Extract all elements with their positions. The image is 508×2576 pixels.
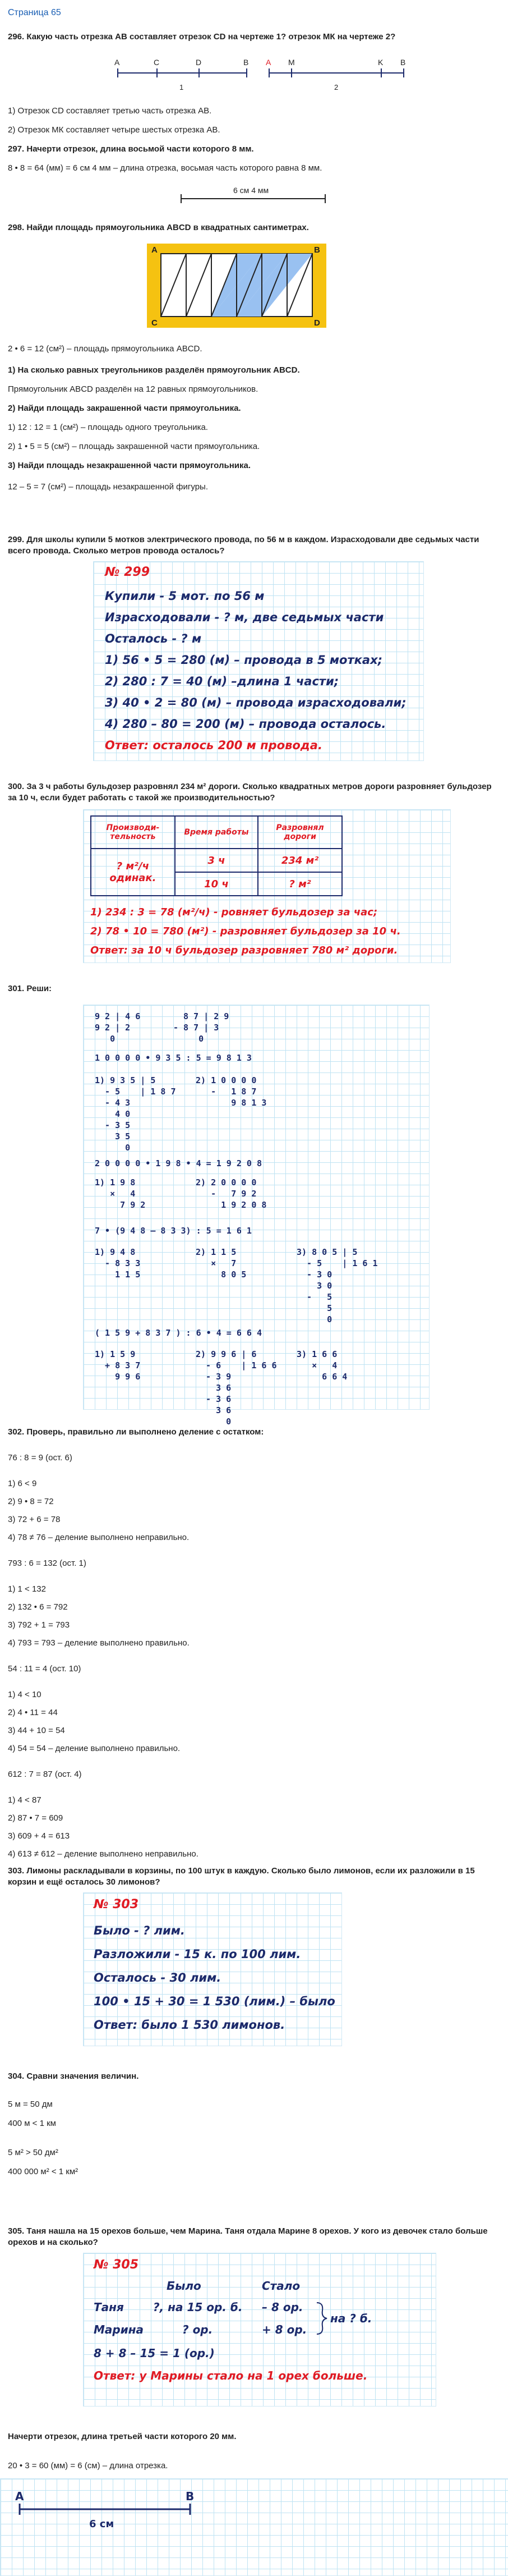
task-302-line: 1) 4 < 10 — [8, 1690, 41, 1699]
task-302-line: 3) 72 + 6 = 78 — [8, 1515, 61, 1524]
task-303-question: 303. Лимоны раскладывали в корзины, по 100 штук в каждую. Сколько было лимонов, если их разложили в 15 корзин и ещё осталось 30 лимонов? — [8, 1866, 475, 1887]
calc-r9b — [196, 1349, 277, 1427]
calc-line: 3 0 — [297, 1281, 332, 1291]
calc-line: 1) 1 5 9 — [95, 1349, 136, 1359]
calc-line: 9 8 1 3 — [196, 1098, 267, 1108]
calc-r9a — [95, 1349, 140, 1382]
calc-line: 5 — [297, 1303, 332, 1313]
hw-299-lines — [105, 585, 419, 756]
rectangle-abcd-figure — [147, 244, 326, 328]
segment-extra — [1, 2479, 508, 2575]
task-298-question: 298. Найди площадь прямоугольника ABCD в квадратных сантиметрах. — [8, 223, 309, 232]
task-302-line: 2) 87 • 7 = 609 — [8, 1813, 63, 1823]
calc-line: 2) 2 0 0 0 0 — [196, 1177, 257, 1188]
calc-line: 0 — [173, 1034, 204, 1044]
hw-303-line: Разложили - 15 к. по 100 лим. — [94, 1947, 301, 1961]
label-d: D — [196, 58, 202, 67]
calc-line: 8 0 5 — [196, 1269, 247, 1280]
calc-r2: 1 0 0 0 0 • 9 3 5 : 5 = 9 8 1 3 — [95, 1053, 252, 1063]
hw-299-line: 2) 280 : 7 = 40 (м) –длина 1 части; — [105, 675, 339, 688]
calc-line: × 7 — [196, 1258, 237, 1268]
label-m: M — [288, 58, 295, 67]
hw-305-row-marina: Марина — [94, 2323, 144, 2336]
hw-303-title: № 303 — [94, 1897, 139, 1912]
task-299-question: 299. Для школы купили 5 мотков электрического провода, по 56 м в каждом. Израсходовали две седьмых части всего провода. Сколько метров провода осталось? — [8, 535, 479, 556]
calc-line: 3 6 — [196, 1383, 232, 1393]
task-302-line: 4) 613 ≠ 612 – деление выполнено неправильно. — [8, 1849, 198, 1859]
task-302-line: 1) 6 < 9 — [8, 1479, 37, 1488]
task-298-line: 2 • 6 = 12 (см²) – площадь прямоугольника ABCD. — [8, 344, 202, 354]
calc-line: 1) 9 3 5 | 5 — [95, 1075, 156, 1085]
hw-305-was-tanya: ?, на 15 ор. б. — [153, 2300, 243, 2314]
notebook-300 — [83, 809, 451, 963]
col-area: Разровнял дороги — [258, 816, 342, 849]
task-300-solution-line: 1) 234 : 3 = 78 (м²/ч) - ровняет бульдозер за час; — [90, 906, 378, 918]
calc-line: 0 — [95, 1143, 131, 1153]
calc-r5a — [95, 1177, 145, 1211]
task-302-line: 54 : 11 = 4 (ост. 10) — [8, 1664, 81, 1674]
calc-line: 9 2 | 2 — [95, 1023, 131, 1033]
calc-line: 8 7 | 2 9 — [173, 1011, 229, 1021]
cell-area-1: 234 м² — [258, 849, 342, 872]
task-300-solution-line: Ответ: за 10 ч бульдозер разровняет 780 м² дороги. — [90, 945, 398, 956]
task-300-solution-line: 2) 78 • 10 = 780 (м²) - разровняет бульдозер за 10 ч. — [90, 925, 401, 937]
task-297-answer: 8 • 8 = 64 (мм) = 6 см 4 мм – длина отрезка, восьмая часть которого равна 8 мм. — [8, 163, 322, 173]
calc-line: 0 — [95, 1034, 116, 1044]
calc-line: - 7 9 2 — [196, 1189, 257, 1199]
calc-line: - 8 3 3 — [95, 1258, 141, 1268]
hw-305-diff: на ? б. — [330, 2312, 372, 2325]
task-296-answer-1: 1) Отрезок CD составляет третью часть отрезка AB. — [8, 106, 212, 116]
calc-line: - 5 | 1 8 7 — [95, 1087, 176, 1097]
calc-line: - 3 9 — [196, 1372, 232, 1382]
task-300-solution — [90, 903, 449, 960]
notebook-extra — [0, 2478, 508, 2576]
calc-line: - 3 6 — [196, 1394, 232, 1404]
calc-line: 4 0 — [95, 1109, 131, 1119]
task-302-line: 4) 78 ≠ 76 – деление выполнено неправильно. — [8, 1533, 190, 1542]
extra-label-a: A — [15, 2490, 24, 2503]
hw-299-line: 1) 56 • 5 = 280 (м) – провода в 5 мотках; — [105, 653, 383, 667]
task-304-line: 400 м < 1 км — [8, 2119, 56, 2128]
cell-productivity: ? м²/ч одинак. — [91, 849, 175, 896]
task-297-question: 297. Начерти отрезок, длина восьмой части которого 8 мм. — [8, 144, 254, 154]
label-k: K — [378, 58, 384, 67]
label-a1: A — [114, 58, 120, 67]
hw-299-line: 4) 280 – 80 = 200 (м) – провода осталось. — [105, 717, 386, 731]
task-302-line: 793 : 6 = 132 (ост. 1) — [8, 1559, 86, 1568]
extra-label-b: B — [186, 2490, 195, 2503]
hw-305-row-tanya: Таня — [94, 2300, 124, 2314]
calc-r3b — [196, 1075, 266, 1108]
col-productivity: Производительность — [91, 816, 175, 849]
table-300 — [90, 815, 343, 896]
hw-299-line: Осталось - ? м — [105, 632, 202, 645]
calc-line: 3) 1 6 6 — [297, 1349, 338, 1359]
calc-r7b — [196, 1246, 246, 1280]
notebook-303 — [83, 1892, 342, 2046]
label-b2: B — [400, 58, 406, 67]
cell-time-1: 3 ч — [175, 849, 258, 872]
task-298-line: 3) Найди площадь незакрашенной части прямоугольника. — [8, 461, 251, 470]
page-link[interactable]: Страница 65 — [8, 8, 61, 17]
task-302-line: 3) 609 + 4 = 613 — [8, 1831, 70, 1841]
task-302-line: 612 : 7 = 87 (ост. 4) — [8, 1770, 82, 1779]
label-a2: A — [266, 58, 271, 67]
hw-305-col-became: Стало — [262, 2279, 301, 2293]
task-302-line: 3) 792 + 1 = 793 — [8, 1620, 70, 1630]
task-304-line: 5 м = 50 дм — [8, 2100, 53, 2109]
cell-time-2: 10 ч — [175, 872, 258, 896]
calc-line: - 8 7 | 3 — [173, 1023, 219, 1033]
calc-line: 3) 8 0 5 | 5 — [297, 1247, 358, 1257]
task-302-line: 4) 793 = 793 – деление выполнено правильно. — [8, 1638, 190, 1648]
notebook-305 — [83, 2253, 436, 2407]
task-298-line: 1) На сколько равных треугольников разделён прямоугольник ABCD. — [8, 365, 300, 375]
task-302-line: 3) 44 + 10 = 54 — [8, 1726, 65, 1735]
hw-305-answer: Ответ: у Марины стало на 1 орех больше. — [94, 2369, 368, 2382]
calc-line: 1) 9 4 8 — [95, 1247, 136, 1257]
calc-line: 6 6 4 — [297, 1372, 348, 1382]
hw-303-lines — [94, 1919, 340, 2037]
hw-305-became-marina: + 8 ор. — [262, 2323, 307, 2336]
hw-299-line: Ответ: осталось 200 м провода. — [105, 739, 322, 752]
calc-line: - 5 — [297, 1292, 332, 1302]
task-298-line: Прямоугольник ABCD разделён на 12 равных прямоугольников. — [8, 384, 258, 394]
task-298-line: 2) 1 • 5 = 5 (см²) – площадь закрашенной части прямоугольника. — [8, 442, 260, 451]
calc-line: 2) 1 1 5 — [196, 1247, 237, 1257]
calc-r3a — [95, 1075, 176, 1153]
task-298-line: 12 – 5 = 7 (см²) – площадь незакрашенной фигуры. — [8, 482, 208, 492]
calc-r8: ( 1 5 9 + 8 3 7 ) : 6 • 4 = 6 6 4 — [95, 1328, 262, 1338]
calc-line: × 4 — [95, 1189, 136, 1199]
calc-r9c — [297, 1349, 347, 1382]
task-304-line: 400 000 м² < 1 км² — [8, 2167, 78, 2176]
label-b1: B — [243, 58, 249, 67]
label-c: C — [154, 58, 160, 67]
calc-r5b — [196, 1177, 266, 1211]
hw-305-col-was: Было — [167, 2279, 201, 2293]
calc-line: - 5 | 1 6 1 — [297, 1258, 378, 1268]
calc-line: × 4 — [297, 1360, 338, 1370]
hw-305-became-tanya: – 8 ор. — [262, 2300, 303, 2314]
task-300-question: 300. За 3 ч работы бульдозер разровнял 234 м² дороги. Сколько квадратных метров дороги разровняет бульдозер за 10 ч, если будет работать с такой же производительностью? — [8, 782, 492, 803]
task-302-line: 2) 9 • 8 = 72 — [8, 1497, 54, 1506]
calc-line: 2) 9 9 6 | 6 — [196, 1349, 257, 1359]
figure-number-1: 1 — [179, 83, 184, 91]
calc-line: 2) 1 0 0 0 0 — [196, 1075, 257, 1085]
hw-305-calc: 8 + 8 – 15 = 1 (ор.) — [94, 2346, 215, 2360]
calc-line: 3 6 — [196, 1405, 232, 1415]
hw-303-line: Осталось - 30 лим. — [94, 1971, 221, 1984]
extra-question: Начерти отрезок, длина третьей части которого 20 мм. — [8, 2432, 237, 2441]
extra-answer: 20 • 3 = 60 (мм) = 6 (см) – длина отрезка. — [8, 2461, 168, 2470]
hw-299-line: 3) 40 • 2 = 80 (м) – провода израсходовали; — [105, 696, 407, 709]
col-time: Время работы — [175, 816, 258, 849]
calc-line: + 8 3 7 — [95, 1360, 141, 1370]
segments-figure-296 — [107, 56, 409, 95]
calc-line: - 3 0 — [297, 1269, 332, 1280]
hw-305-title: № 305 — [94, 2258, 139, 2272]
corner-a: A — [151, 245, 158, 255]
figure-number-2: 2 — [334, 83, 339, 91]
task-298-line: 1) 12 : 12 = 1 (см²) – площадь одного треугольника. — [8, 423, 208, 432]
calc-line: - 4 3 — [95, 1098, 131, 1108]
task-302-line: 2) 4 • 11 = 44 — [8, 1708, 58, 1717]
calc-r4: 2 0 0 0 0 • 1 9 8 • 4 = 1 9 2 0 8 — [95, 1158, 262, 1168]
hw-299-line: Израсходовали - ? м, две седьмых части — [105, 611, 384, 624]
task-304-line: 304. Сравни значения величин. — [8, 2071, 139, 2081]
task-296-answer-2: 2) Отрезок МК составляет четыре шестых отрезка AB. — [8, 125, 220, 135]
calc-r1b — [173, 1011, 229, 1044]
hw-299-line: Купили - 5 мот. по 56 м — [105, 589, 265, 603]
calc-line: 1 1 5 — [95, 1269, 141, 1280]
calc-line: - 3 5 — [95, 1120, 131, 1130]
hw-299-title: № 299 — [105, 565, 150, 579]
calc-line: 1) 1 9 8 — [95, 1177, 136, 1188]
calc-line: - 1 8 7 — [196, 1087, 257, 1097]
task-298-line: 2) Найди площадь закрашенной части прямоугольника. — [8, 404, 241, 413]
task-302-line: 1) 4 < 87 — [8, 1795, 41, 1805]
calc-line: 0 — [297, 1314, 332, 1324]
task-296-question: 296. Какую часть отрезка АВ составляет отрезок CD на чертеже 1? отрезок МК на чертеже 2? — [8, 32, 396, 42]
calc-line: 9 9 6 — [95, 1372, 141, 1382]
hw-303-line: Ответ: было 1 530 лимонов. — [94, 2018, 285, 2032]
segment-297-label: 6 см 4 мм — [233, 186, 269, 195]
calc-line: 3 5 — [95, 1131, 131, 1142]
calc-r1a — [95, 1011, 140, 1044]
extra-segment-length: 6 см — [89, 2518, 114, 2530]
hw-305-was-marina: ? ор. — [182, 2323, 213, 2336]
calc-line: 0 — [196, 1417, 232, 1427]
corner-c: C — [151, 318, 158, 328]
task-302-line: 76 : 8 = 9 (ост. 6) — [8, 1453, 72, 1463]
task-302-line: 1) 1 < 132 — [8, 1584, 46, 1594]
notebook-299 — [93, 561, 424, 761]
task-302-line: 2) 132 • 6 = 792 — [8, 1602, 68, 1612]
calc-r6: 7 • (9 4 8 – 8 3 3) : 5 = 1 6 1 — [95, 1226, 252, 1236]
cell-area-2: ? м² — [258, 872, 342, 896]
task-304-line: 5 м² > 50 дм² — [8, 2148, 58, 2157]
hw-303-line: Было - ? лим. — [94, 1924, 185, 1937]
calc-line: 9 2 | 4 6 — [95, 1011, 141, 1021]
calc-r7a — [95, 1246, 140, 1280]
calc-line: 7 9 2 — [95, 1200, 146, 1210]
calc-line: 1 9 2 0 8 — [196, 1200, 267, 1210]
calc-line: - 6 | 1 6 6 — [196, 1360, 277, 1370]
task-302-line: 302. Проверь, правильно ли выполнено деление с остатком: — [8, 1427, 264, 1437]
task-305-question: 305. Таня нашла на 15 орехов больше, чем Марина. Таня отдала Марине 8 орехов. У кого из девочек стало больше орехов и на сколько? — [8, 2226, 488, 2247]
hw-303-line: 100 • 15 + 30 = 1 530 (лим.) – было — [94, 1995, 335, 2008]
corner-d: D — [314, 318, 320, 328]
task-301-question: 301. Реши: — [8, 984, 52, 993]
task-302-line: 4) 54 = 54 – деление выполнено правильно. — [8, 1744, 181, 1753]
segment-297 — [178, 181, 330, 207]
brace-305 — [315, 2302, 328, 2335]
calc-r7c — [297, 1246, 378, 1325]
corner-b: B — [314, 245, 320, 255]
notebook-301 — [83, 1005, 430, 1427]
